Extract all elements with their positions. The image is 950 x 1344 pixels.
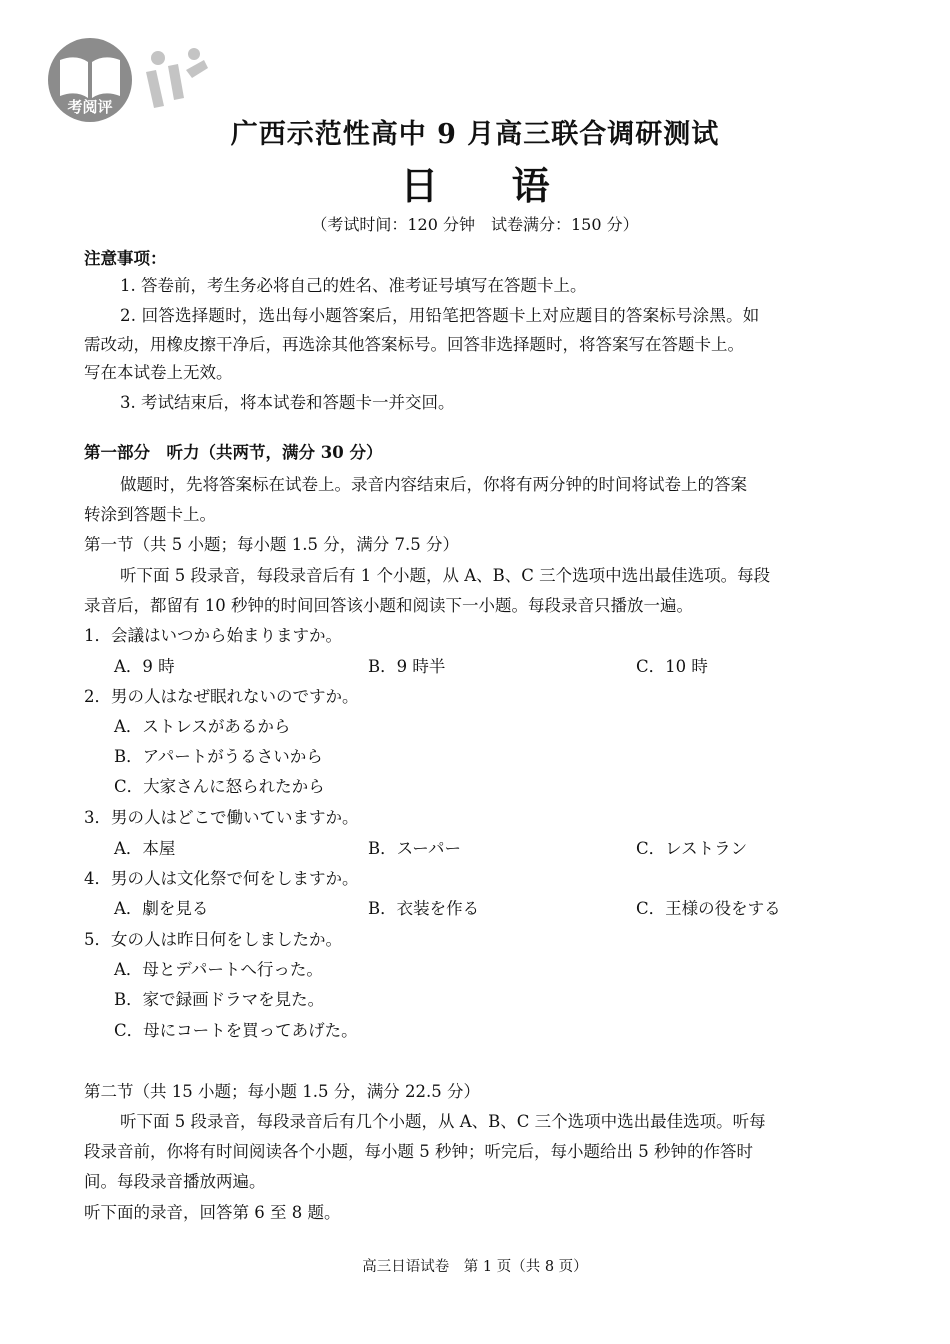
note-3: 3. 考试结束后，将本试卷和答题卡一并交回。	[120, 393, 455, 412]
logo-figure-mark	[146, 48, 208, 108]
q4-option-a: A．劇を見る	[114, 899, 209, 918]
book-right-page	[92, 57, 120, 98]
q2-option-b: B．アパートがうるさいから	[114, 747, 323, 766]
question-2: 2．男の人はなぜ眠れないのですか。	[84, 687, 359, 706]
exam-info: （考试时间：120 分钟 试卷满分：150 分）	[311, 215, 639, 234]
section2-intro-c: 间。每段录音播放两遍。	[84, 1172, 266, 1191]
q1-option-c: C．10 時	[636, 657, 708, 676]
section1-intro-b: 录音后，都留有 10 秒钟的时间回答该小题和阅读下一小题。每段录音只播放一遍。	[84, 596, 693, 615]
section1-intro-a: 听下面 5 段录音，每段录音后有 1 个小题，从 A、B、C 三个选项中选出最佳选项。每段	[120, 566, 771, 585]
question-5: 5．女の人は昨日何をしましたか。	[84, 930, 342, 949]
q4-option-b: B．衣装を作る	[368, 899, 480, 918]
section2-prompt: 听下面的录音，回答第 6 至 8 题。	[84, 1203, 341, 1222]
section2-intro-a: 听下面 5 段录音，每段录音后有几个小题，从 A、B、C 三个选项中选出最佳选项。听每	[120, 1112, 766, 1131]
q3-option-c: C．レストラン	[636, 839, 748, 858]
q1-option-a: A．9 時	[114, 657, 175, 676]
logo-text: 考阅评	[67, 98, 113, 116]
question-3: 3．男の人はどこで働いていますか。	[84, 808, 359, 827]
section2-heading: 第二节（共 15 小题；每小题 1.5 分，满分 22.5 分）	[84, 1082, 480, 1101]
part1-heading: 第一部分 听力（共两节，满分 30 分）	[84, 443, 383, 462]
question-4: 4．男の人は文化祭で何をしますか。	[84, 869, 359, 888]
q5-option-b: B．家で録画ドラマを見た。	[114, 990, 325, 1009]
note-1: 1. 答卷前，考生务必将自己的姓名、准考证号填写在答题卡上。	[120, 276, 587, 295]
note-2a: 2. 回答选择题时，选出每小题答案后，用铅笔把答题卡上对应题目的答案标号涂黑。如	[120, 306, 760, 325]
book-left-page	[60, 57, 88, 98]
q3-option-b: B．スーパー	[368, 839, 461, 858]
q3-option-a: A．本屋	[114, 839, 176, 858]
page-footer: 高三日语试卷 第 1 页（共 8 页）	[362, 1259, 588, 1275]
part1-intro-b: 转涂到答题卡上。	[84, 505, 216, 524]
section1-heading: 第一节（共 5 小题；每小题 1.5 分，满分 7.5 分）	[84, 535, 459, 554]
subject-title: 日 语	[400, 164, 580, 208]
q2-option-a: A．ストレスがあるから	[114, 717, 291, 736]
q5-option-a: A．母とデパートへ行った。	[114, 960, 323, 979]
q4-option-c: C．王様の役をする	[636, 899, 781, 918]
note-2c: 写在本试卷上无效。	[84, 363, 233, 382]
exam-title: 广西示范性高中 9 月高三联合调研测试	[230, 119, 720, 150]
q5-option-c: C．母にコートを買ってあげた。	[114, 1021, 358, 1040]
notes-heading: 注意事项：	[84, 249, 167, 268]
q1-option-b: B．9 時半	[368, 657, 446, 676]
section2-intro-b: 段录音前，你将有时间阅读各个小题，每小题 5 秒钟；听完后，每小题给出 5 秒钟的作答时	[84, 1142, 753, 1161]
question-1: 1．会議はいつから始まりますか。	[84, 626, 342, 645]
note-2b: 需改动，用橡皮擦干净后，再选涂其他答案标号。回答非选择题时，将答案写在答题卡上。	[84, 335, 744, 354]
part1-intro-a: 做题时，先将答案标在试卷上。录音内容结束后，你将有两分钟的时间将试卷上的答案	[120, 475, 747, 494]
q2-option-c: C．大家さんに怒られたから	[114, 777, 325, 796]
